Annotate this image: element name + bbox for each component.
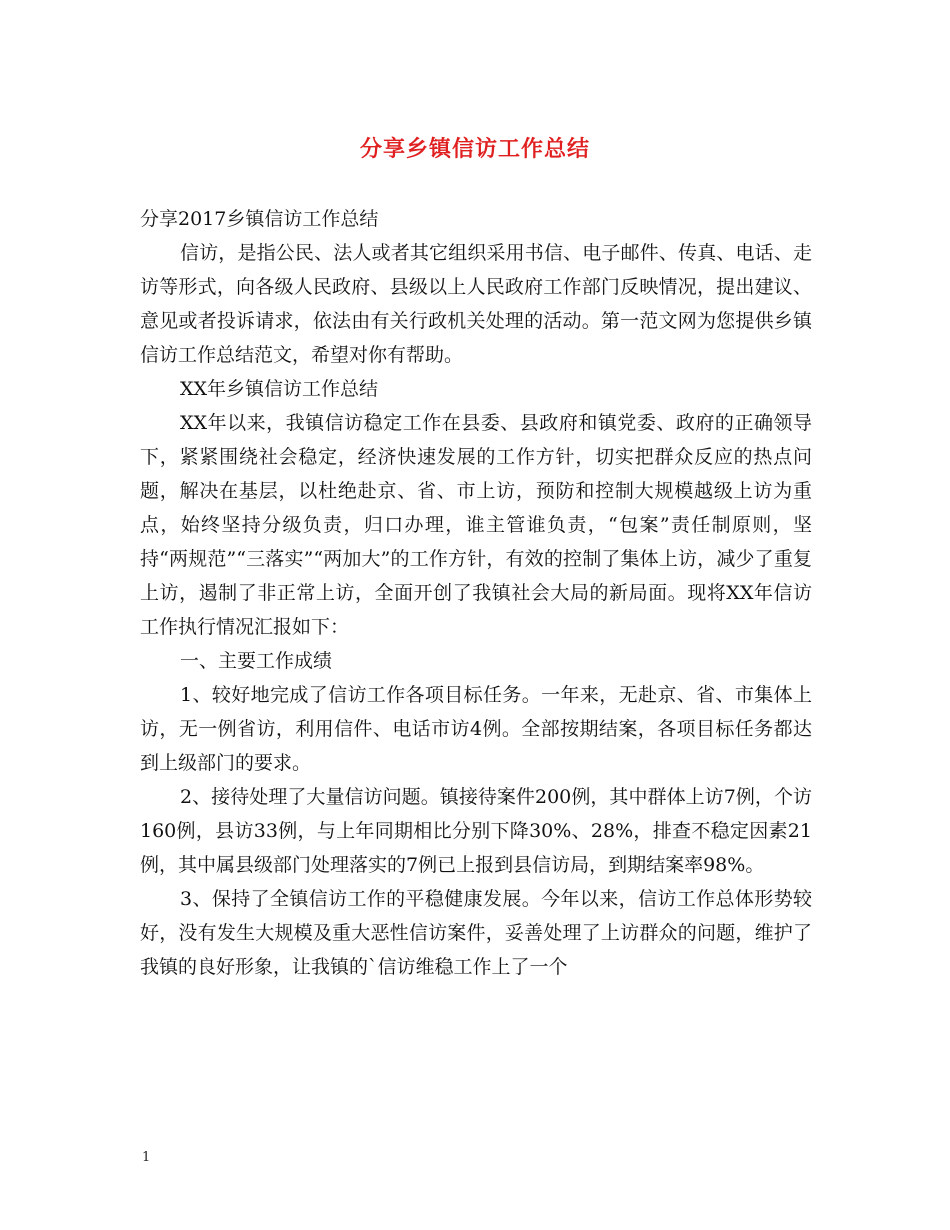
paragraph-item-2: 2、接待处理了大量信访问题。镇接待案件200例，其中群体上访7例，个访160例，县访33例，与上年同期相比分别下降30%、28%，排查不稳定因素21例，其中属县级部门处理落实的7例已上报到县信访局，到期结案率98%。 xyxy=(140,786,812,876)
paragraph-section-heading: XX年乡镇信访工作总结 xyxy=(180,378,379,400)
page-number: 1 xyxy=(142,1150,151,1165)
paragraph-subtitle: 分享2017乡镇信访工作总结 xyxy=(140,208,379,230)
paragraph-item-3: 3、保持了全镇信访工作的平稳健康发展。今年以来，信访工作总体形势较好，没有发生大规模及重大恶性信访案件，妥善处理了上访群众的问题，维护了我镇的良好形象，让我镇的`信访维稳工作上了一个 xyxy=(140,888,812,978)
paragraph-item-1: 1、较好地完成了信访工作各项目标任务。一年来，无赴京、省、市集体上访，无一例省访，利用信件、电话市访4例。全部按期结案，各项目标任务都达到上级部门的要求。 xyxy=(140,684,812,774)
paragraph-achievements-heading: 一、主要工作成绩 xyxy=(180,650,333,672)
paragraph-definition: 信访，是指公民、法人或者其它组织采用书信、电子邮件、传真、电话、走访等形式，向各级人民政府、县级以上人民政府工作部门反映情况，提出建议、意见或者投诉请求，依法由有关行政机关处理的活动。第一范文网为您提供乡镇信访工作总结范文，希望对你有帮助。 xyxy=(140,242,812,366)
document-body xyxy=(140,202,812,984)
paragraph-overview: XX年以来，我镇信访稳定工作在县委、县政府和镇党委、政府的正确领导下，紧紧围绕社会稳定，经济快速发展的工作方针，切实把群众反应的热点问题，解决在基层，以杜绝赴京、省、市上访，预防和控制大规模越级上访为重点，始终坚持分级负责，归口办理，谁主管谁负责，“包案”责任制原则，坚持“两规范”“三落实”“两加大”的工作方针，有效的控制了集体上访，减少了重复上访，遏制了非正常上访，全面开创了我镇社会大局的新局面。现将XX年信访工作执行情况汇报如下： xyxy=(140,412,812,638)
document-title: 分享乡镇信访工作总结 xyxy=(359,137,590,162)
